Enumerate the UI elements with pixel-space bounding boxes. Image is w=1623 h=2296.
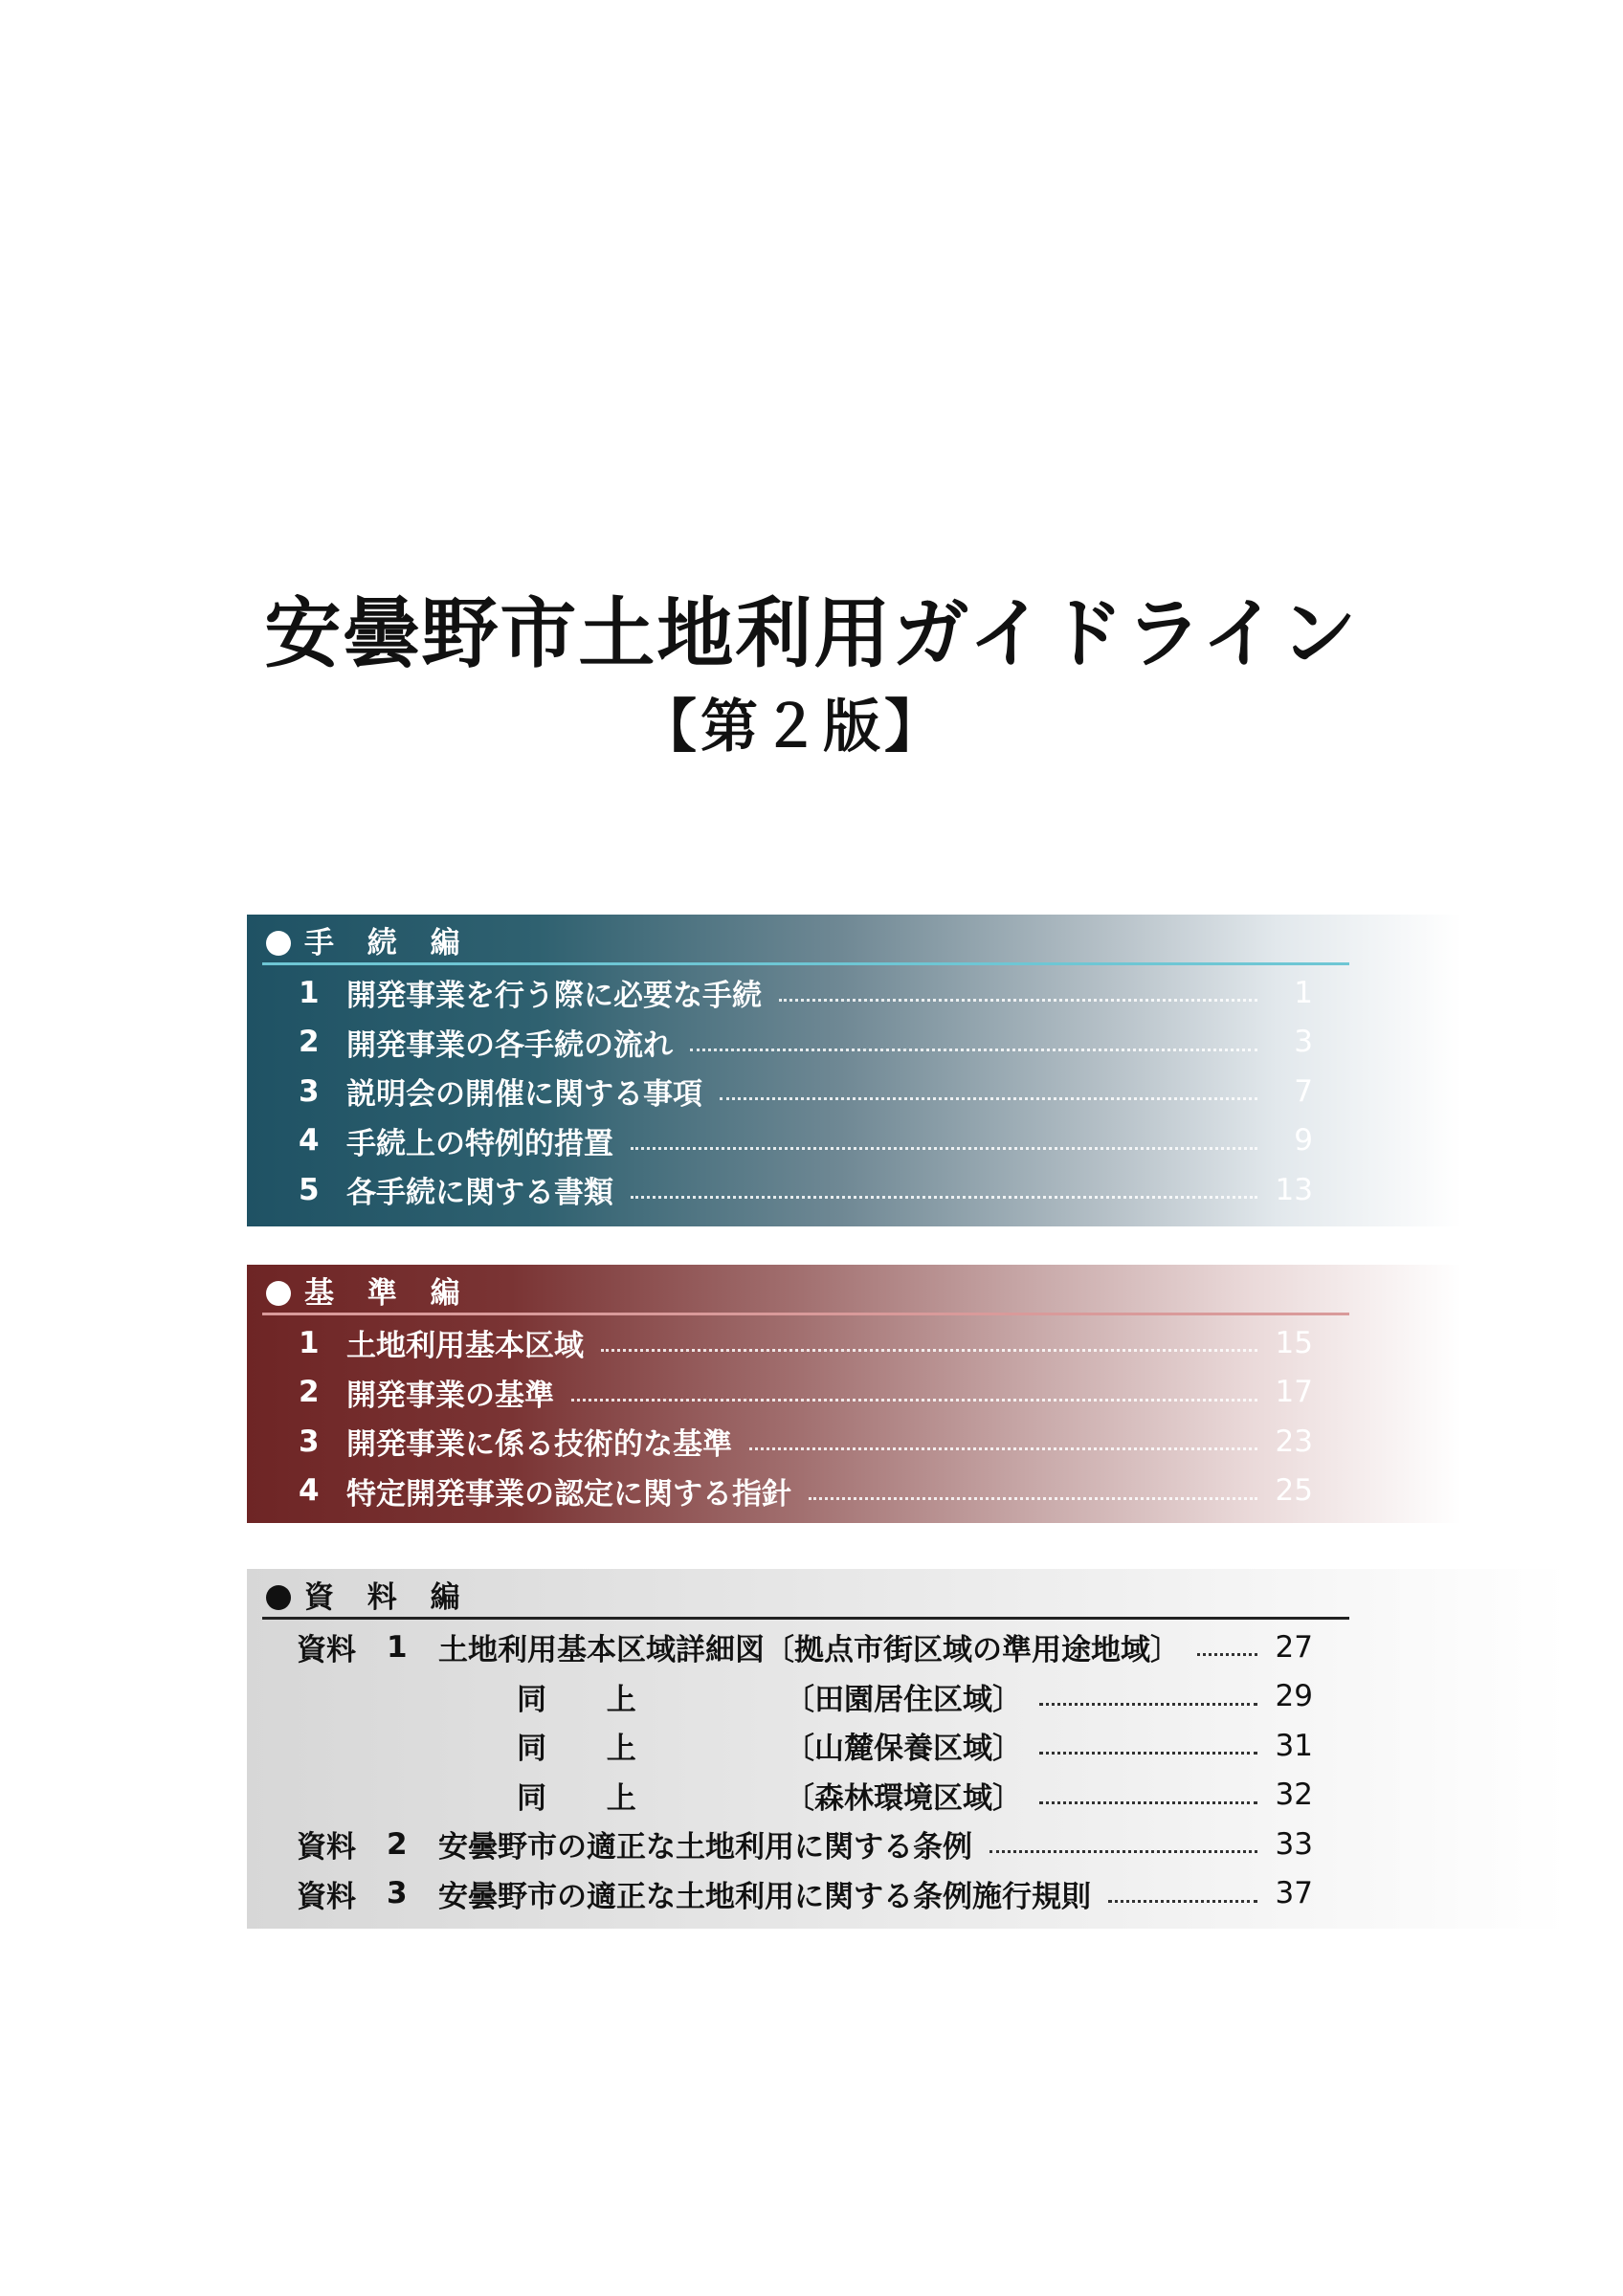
leader-dots	[1197, 1653, 1257, 1656]
toc-entry[interactable]: 5 各手続に関する書類 13	[299, 1172, 1313, 1211]
materials-section	[247, 1569, 1567, 1929]
edition-label: 【第２版】	[639, 694, 945, 761]
toc-entry[interactable]: 3 説明会の開催に関する事項 7	[299, 1073, 1313, 1113]
leader-dots	[749, 1447, 1257, 1450]
page-number: 3	[1294, 1025, 1313, 1060]
section-heading: 基 準 編	[266, 1272, 472, 1314]
section-rule	[262, 962, 1349, 965]
toc-entry[interactable]: 4 特定開発事業の認定に関する指針 25	[299, 1473, 1313, 1512]
leader-dots	[1108, 1900, 1257, 1903]
toc-entry[interactable]: 資料 1 土地利用基本区域詳細図〔拠点市街区域の準用途地域〕 27	[297, 1629, 1313, 1668]
page-number: 15	[1275, 1325, 1313, 1360]
page-number: 27	[1275, 1629, 1313, 1665]
leader-dots	[571, 1399, 1257, 1402]
bullet-icon	[266, 1585, 291, 1610]
page-number: 37	[1275, 1876, 1313, 1911]
page-number: 25	[1275, 1473, 1313, 1509]
page-number: 29	[1275, 1679, 1313, 1714]
leader-dots	[1039, 1801, 1257, 1804]
page-number: 17	[1275, 1375, 1313, 1410]
leader-dots	[1039, 1752, 1257, 1755]
page-number: 13	[1275, 1172, 1313, 1207]
leader-dots	[631, 1147, 1257, 1150]
document-title: 安曇野市土地利用ガイドライン	[264, 589, 1359, 678]
section-rule	[262, 1313, 1349, 1315]
page-number: 1	[1294, 975, 1313, 1010]
toc-entry[interactable]: 資料 2 安曇野市の適正な土地利用に関する条例 33	[297, 1826, 1313, 1866]
page-number: 32	[1275, 1777, 1313, 1813]
section-rule	[262, 1617, 1349, 1620]
toc-entry[interactable]: 同 上 〔森林環境区域〕 32	[517, 1777, 1313, 1816]
leader-dots	[601, 1349, 1257, 1352]
leader-dots	[631, 1196, 1257, 1199]
toc-entry[interactable]: 2 開発事業の基準 17	[299, 1375, 1313, 1413]
section-heading: 手 続 編	[266, 922, 472, 964]
standards-section	[247, 1265, 1567, 1523]
toc-entry[interactable]: 同 上 〔田園居住区域〕 29	[517, 1679, 1313, 1717]
bullet-icon	[266, 931, 291, 956]
toc-entry[interactable]: 1 土地利用基本区域 15	[299, 1325, 1313, 1364]
procedures-section	[247, 915, 1567, 1226]
leader-dots	[720, 1097, 1257, 1100]
leader-dots	[690, 1049, 1257, 1051]
leader-dots	[779, 999, 1257, 1002]
bullet-icon	[266, 1281, 291, 1306]
toc-entry[interactable]: 4 手続上の特例的措置 9	[299, 1123, 1313, 1161]
toc-entry[interactable]: 3 開発事業に係る技術的な基準 23	[299, 1424, 1313, 1463]
leader-dots	[989, 1850, 1257, 1853]
page-number: 33	[1275, 1826, 1313, 1862]
toc-entry[interactable]: 同 上 〔山麓保養区域〕 31	[517, 1728, 1313, 1767]
toc-entry[interactable]: 資料 3 安曇野市の適正な土地利用に関する条例施行規則 37	[297, 1876, 1313, 1914]
page-number: 23	[1275, 1424, 1313, 1459]
page-number: 9	[1294, 1123, 1313, 1159]
leader-dots	[1039, 1703, 1257, 1706]
toc-entry[interactable]: 2 開発事業の各手続の流れ 3	[299, 1025, 1313, 1063]
section-heading: 資 料 編	[266, 1577, 472, 1619]
page-number: 7	[1294, 1073, 1313, 1109]
leader-dots	[809, 1497, 1257, 1500]
toc-entry[interactable]: 1 開発事業を行う際に必要な手続 1	[299, 975, 1313, 1014]
page-number: 31	[1275, 1728, 1313, 1763]
